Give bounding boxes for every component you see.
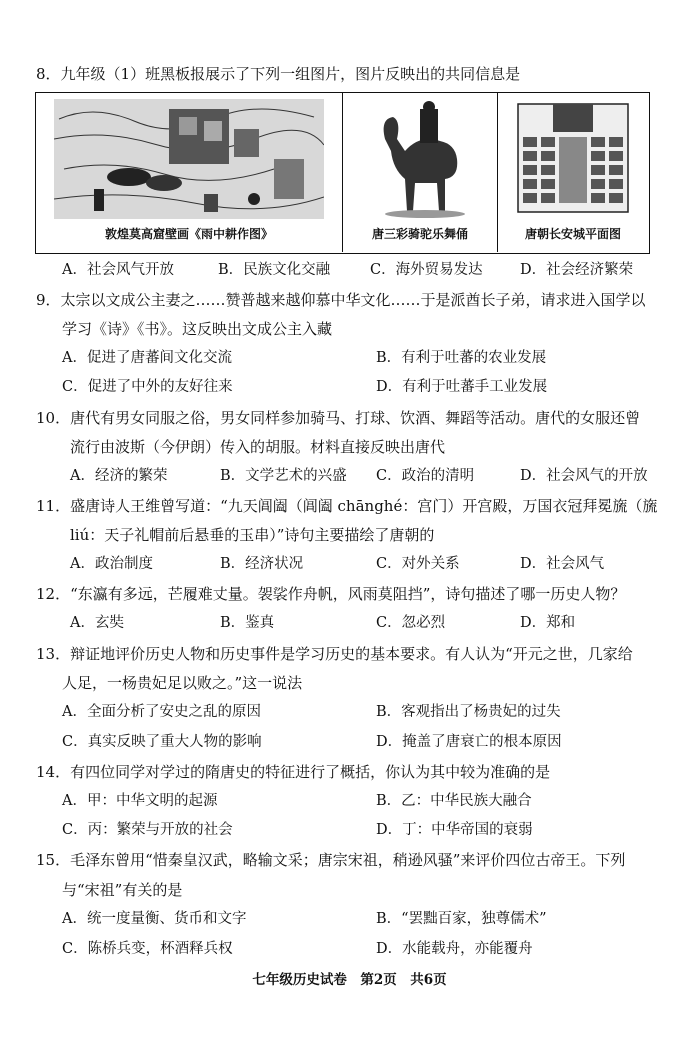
question-8-stem: 8．九年级（1）班黑板报展示了下列一组图片，图片反映出的共同信息是 xyxy=(36,65,521,83)
q8-option-d[interactable]: D．社会经济繁荣 xyxy=(520,262,634,278)
question-13-stem-line2: 人足，一杨贵妃足以败之。”这一说法 xyxy=(62,674,303,692)
q8-option-a[interactable]: A．社会风气开放 xyxy=(62,262,174,278)
q8-option-b[interactable]: B．民族文化交融 xyxy=(218,262,331,278)
figure-city-plan xyxy=(497,93,648,252)
q15-option-d[interactable]: D．水能载舟，亦能覆舟 xyxy=(376,941,533,957)
question-9-stem-line1: 9．太宗以文成公主妻之……赞普越来越仰慕中华文化……于是派酋长子弟，请求进入国学以 xyxy=(36,291,646,309)
q14-option-c[interactable]: C．丙：繁荣与开放的社会 xyxy=(62,822,233,838)
question-9-stem-line2: 学习《诗》《书》。这反映出文成公主入藏 xyxy=(62,320,333,338)
q14-option-b[interactable]: B．乙：中华民族大融合 xyxy=(376,793,532,809)
q15-option-a[interactable]: A．统一度量衡、货币和文字 xyxy=(62,911,247,927)
question-15-stem-line1: 15．毛泽东曾用“惜秦皇汉武，略输文采；唐宗宋祖，稍逊风骚”来评价四位古帝王。下列 xyxy=(36,851,626,869)
q9-option-a[interactable]: A．促进了唐蕃间文化交流 xyxy=(62,350,232,366)
q9-option-b[interactable]: B．有利于吐蕃的农业发展 xyxy=(376,350,547,366)
q9-option-c[interactable]: C．促进了中外的友好往来 xyxy=(62,379,233,395)
q15-option-c[interactable]: C．陈桥兵变，杯酒释兵权 xyxy=(62,941,233,957)
mural-caption: 敦煌莫高窟壁画《雨中耕作图》 xyxy=(104,227,273,241)
q15-option-b[interactable]: B．“罢黜百家，独尊儒术” xyxy=(376,911,547,927)
q13-option-b[interactable]: B．客观指出了杨贵妃的过失 xyxy=(376,704,561,720)
camel-figurine-image xyxy=(365,99,475,219)
q13-option-c[interactable]: C．真实反映了重大人物的影响 xyxy=(62,734,262,750)
q11-option-d[interactable]: D．社会风气 xyxy=(520,556,605,572)
question-10-stem-line2: 流行由波斯（今伊朗）传入的胡服。材料直接反映出唐代 xyxy=(70,438,446,456)
question-13-stem-line1: 13．辩证地评价历史人物和历史事件是学习历史的基本要求。有人认为“开元之世，几家给 xyxy=(36,645,633,663)
camel-caption: 唐三彩骑驼乐舞俑 xyxy=(371,227,468,241)
mural-image xyxy=(54,99,324,219)
city-plan-image xyxy=(513,99,633,217)
q8-option-c[interactable]: C．海外贸易发达 xyxy=(370,262,483,278)
q12-option-d[interactable]: D．郑和 xyxy=(520,615,576,631)
q12-option-a[interactable]: A．玄奘 xyxy=(70,615,124,631)
q11-option-c[interactable]: C．对外关系 xyxy=(376,556,460,572)
figure-panel xyxy=(35,92,650,254)
question-11-stem-line2: liú：天子礼帽前后悬垂的玉串）”诗句主要描绘了唐朝的 xyxy=(70,526,435,544)
page-footer: 七年级历史试卷 第2页 共6页 xyxy=(252,972,447,988)
q10-option-a[interactable]: A．经济的繁荣 xyxy=(70,468,168,484)
q14-option-a[interactable]: A．甲：中华文明的起源 xyxy=(62,793,218,809)
q9-option-d[interactable]: D．有利于吐蕃手工业发展 xyxy=(376,379,548,395)
figure-mural xyxy=(36,93,342,252)
question-11-stem-line1: 11．盛唐诗人王维曾写道：“九天阊阖（阊阖 chānghé：宫门）开宫殿，万国衣冠拜冕旒（旒 xyxy=(36,497,658,515)
question-14-stem: 14．有四位同学对学过的隋唐史的特征进行了概括，你认为其中较为准确的是 xyxy=(36,763,551,781)
question-10-stem-line1: 10．唐代有男女同服之俗，男女同样参加骑马、打球、饮酒、舞蹈等活动。唐代的女服还曾 xyxy=(36,409,641,427)
q12-option-c[interactable]: C．忽必烈 xyxy=(376,615,446,631)
q12-option-b[interactable]: B．鉴真 xyxy=(220,615,275,631)
q11-option-a[interactable]: A．政治制度 xyxy=(70,556,153,572)
q10-option-d[interactable]: D．社会风气的开放 xyxy=(520,468,648,484)
q10-option-b[interactable]: B．文学艺术的兴盛 xyxy=(220,468,347,484)
question-12-stem: 12．“东瀛有多远，芒履难丈量。袈裟作舟帆，风雨莫阻挡”，诗句描述了哪一历史人物？ xyxy=(36,585,626,603)
q10-option-c[interactable]: C．政治的清明 xyxy=(376,468,475,484)
q13-option-d[interactable]: D．掩盖了唐衰亡的根本原因 xyxy=(376,734,562,750)
q14-option-d[interactable]: D．丁：中华帝国的衰弱 xyxy=(376,822,533,838)
question-15-stem-line2: 与“宋祖”有关的是 xyxy=(62,881,183,899)
q13-option-a[interactable]: A．全面分析了安史之乱的原因 xyxy=(62,704,261,720)
city-plan-caption: 唐朝长安城平面图 xyxy=(524,227,621,241)
figure-camel xyxy=(342,93,497,252)
q11-option-b[interactable]: B．经济状况 xyxy=(220,556,304,572)
